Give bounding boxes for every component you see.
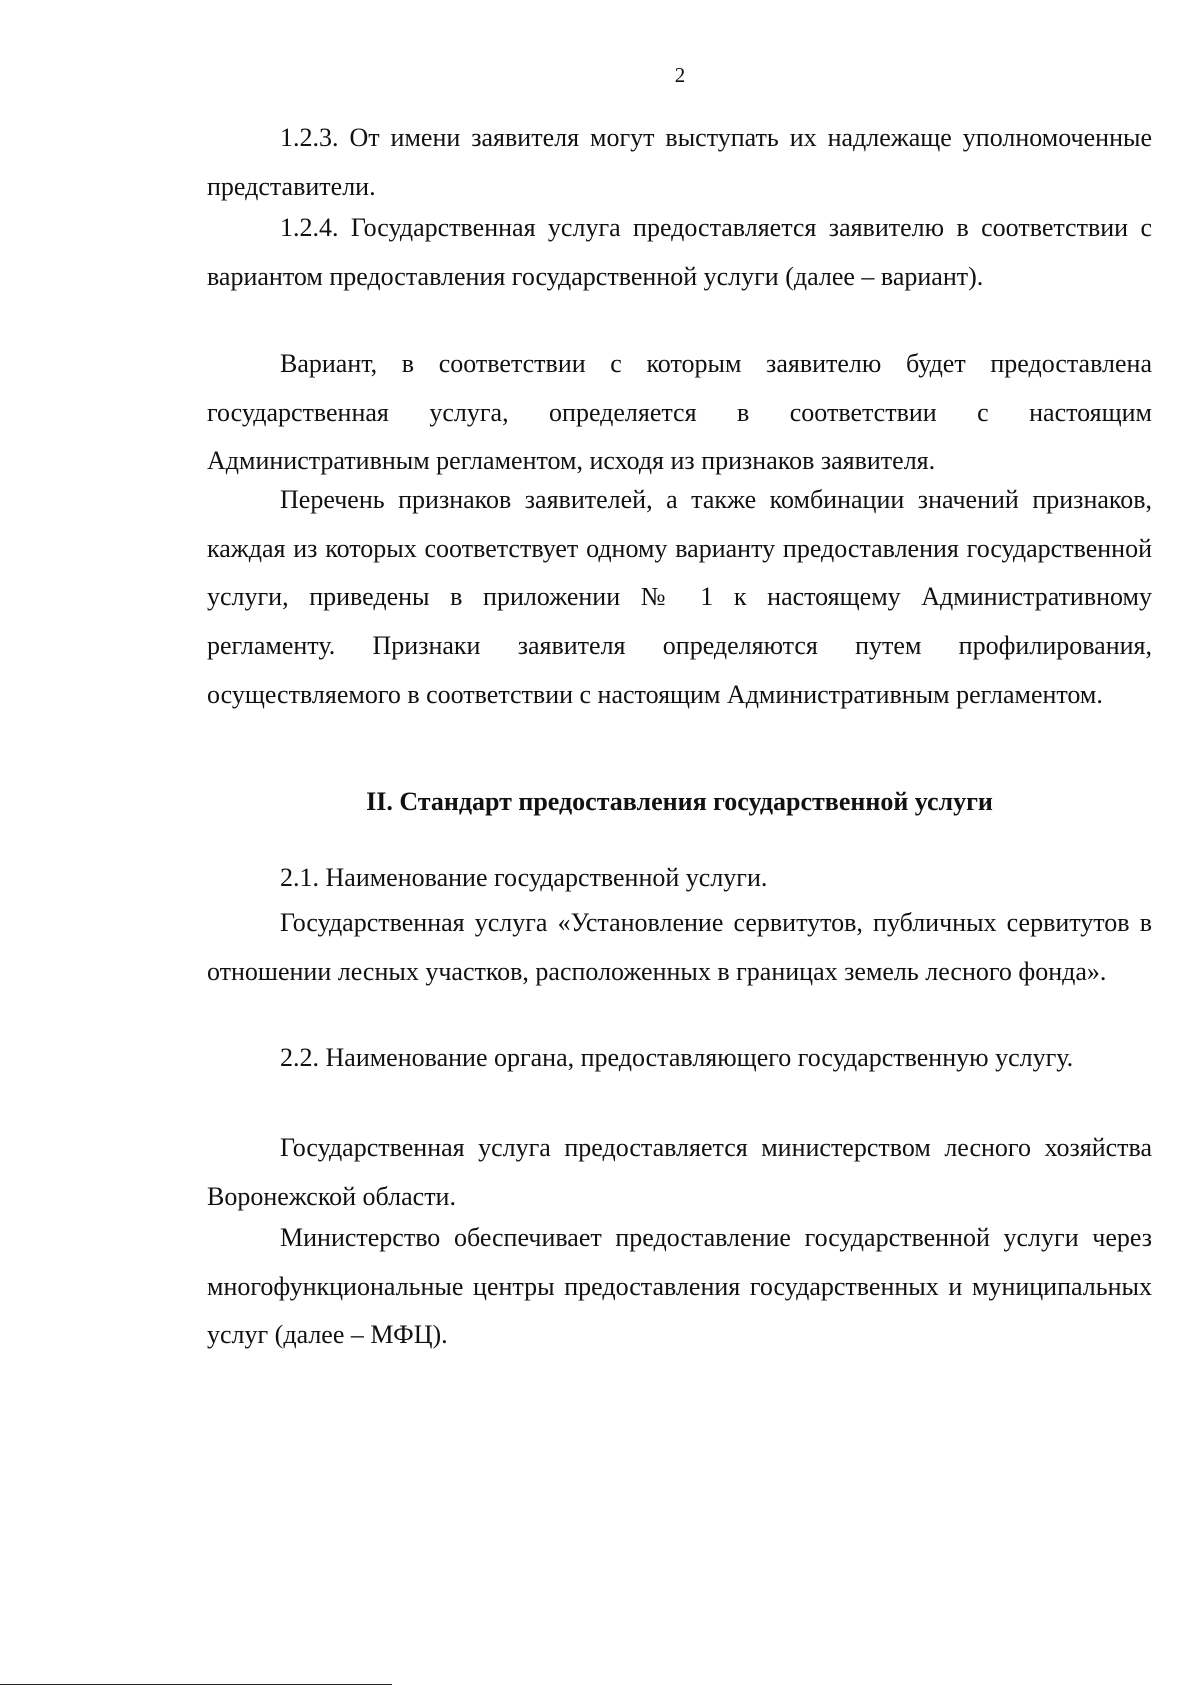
paragraph-2-1: 2.1. Наименование государственной услуги.: [280, 863, 768, 892]
paragraph-list-of-features: Перечень признаков заявителей, а также комбинации значений признаков, каждая из которых соответствует одному варианту предоставления государственной услуги, приведены в приложении № 1 к настоящему Административному регламенту. Признаки заявителя определяются путем профилирования, осуществляемого в соответствии с настоящим Административным регламентом.: [207, 485, 1152, 709]
page-number: 2: [674, 63, 686, 87]
paragraph-2-2: 2.2. Наименование органа, предоставляющего государственную услугу.: [280, 1043, 1074, 1072]
footnote-divider: [0, 1684, 392, 1685]
paragraph-variant: Вариант, в соответствии с которым заявителю будет предоставлена государственная услуга, определяется в соответствии с настоящим Административным регламентом, исходя из признаков заявителя.: [207, 349, 1152, 476]
paragraph-1-2-4: 1.2.4. Государственная услуга предоставляется заявителю в соответствии с вариантом предоставления государственной услуги (далее – вариант).: [207, 213, 1152, 291]
section-heading: II. Стандарт предоставления государственной услуги: [366, 787, 993, 816]
paragraph-1-2-3: 1.2.3. От имени заявителя могут выступать их надлежаще уполномоченные представители.: [207, 123, 1152, 201]
paragraph-provided-by: Государственная услуга предоставляется министерством лесного хозяйства Воронежской области.: [207, 1133, 1152, 1211]
paragraph-mfc: Министерство обеспечивает предоставление государственной услуги через многофункциональные центры предоставления государственных и муниципальных услуг (далее – МФЦ).: [207, 1223, 1152, 1350]
paragraph-service-name: Государственная услуга «Установление сервитутов, публичных сервитутов в отношении лесных участков, расположенных в границах земель лесного фонда».: [207, 908, 1152, 986]
